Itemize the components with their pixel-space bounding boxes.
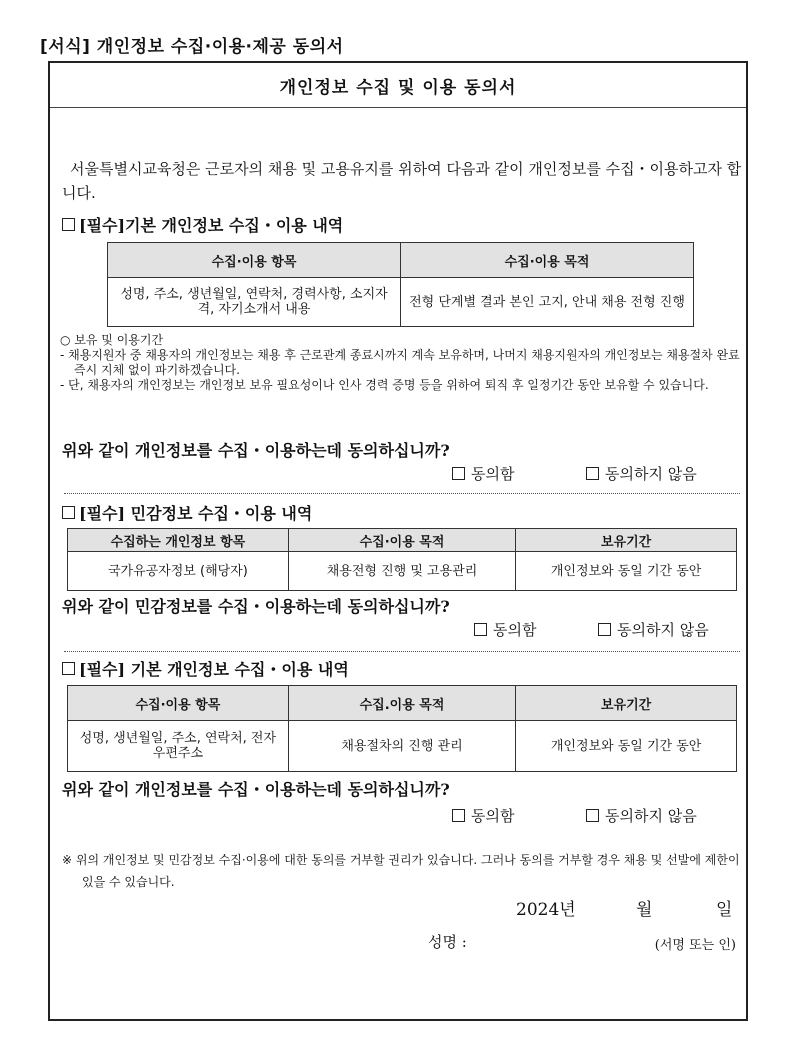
- section3-disagree-option[interactable]: [586, 805, 697, 826]
- refusal-notice: [62, 849, 742, 893]
- consent-form-frame: [48, 61, 748, 1021]
- section1-header-purpose: 수집·이용 목적: [401, 243, 694, 278]
- section1-items-cell: 성명, 주소, 생년월일, 연락처, 경력사항, 소지자격, 자기소개서 내용: [108, 278, 401, 327]
- section2-disagree-option[interactable]: [598, 619, 709, 640]
- retention-line: - 채용지원자 중 채용자의 개인정보는 채용 후 근로관계 종료시까지 계속 보유하며, 나머지 채용지원자의 개인정보는 채용절차 완료 즉시 지체 없이 파기하겠습니다.: [60, 348, 740, 377]
- agree-label: 동의함: [493, 621, 537, 639]
- agree-checkbox[interactable]: [474, 623, 487, 636]
- section1-agree-option[interactable]: [452, 463, 514, 484]
- section2-purpose-cell: 채용전형 진행 및 고용관리: [288, 552, 515, 591]
- section2-checkbox[interactable]: [62, 506, 75, 519]
- form-label: [서식] 개인정보 수집·이용·제공 동의서: [40, 37, 344, 57]
- disagree-checkbox[interactable]: [586, 467, 599, 480]
- section3-checkbox[interactable]: [62, 662, 75, 675]
- disagree-label: 동의하지 않음: [605, 465, 697, 483]
- section3-header-purpose: 수집.이용 목적: [288, 686, 515, 721]
- section3-purpose-cell: 채용절차의 진행 관리: [288, 721, 515, 772]
- intro-paragraph: 서울특별시교육청은 근로자의 채용 및 고용유지를 위하여 다음과 같이 개인정보를 수집・이용하고자 합니다.: [62, 160, 742, 202]
- agree-label: 동의함: [471, 465, 515, 483]
- section2-header-items: 수집하는 개인정보 항목: [68, 529, 289, 552]
- section3-heading: [필수] 기본 개인정보 수집・이용 내역: [79, 660, 349, 679]
- section2-items-cell: 국가유공자정보 (해당자): [68, 552, 289, 591]
- document-title: 개인정보 수집 및 이용 동의서: [50, 63, 746, 108]
- section3-header-period: 보유기간: [516, 686, 737, 721]
- section3-header-items: 수집·이용 항목: [68, 686, 289, 721]
- section1-question: 위와 같이 개인정보를 수집・이용하는데 동의하십니까?: [62, 441, 450, 460]
- date-day: 일: [716, 900, 733, 920]
- section1-header-items: 수집·이용 항목: [108, 243, 401, 278]
- section2-header-purpose: 수집·이용 목적: [288, 529, 515, 552]
- section2-question: 위와 같이 민감정보를 수집・이용하는데 동의하십니까?: [62, 597, 450, 616]
- dotted-divider: [64, 651, 740, 652]
- section2-agree-option[interactable]: [474, 619, 536, 640]
- refusal-notice-text: ※ 위의 개인정보 및 민감정보 수집·이용에 대한 동의를 거부할 권리가 있습니다. 그러나 동의를 거부할 경우 채용 및 선발에 제한이 있을 수 있습니다.: [62, 853, 740, 889]
- circle-bullet-icon: ○: [60, 333, 71, 347]
- disagree-checkbox[interactable]: [598, 623, 611, 636]
- date-month: 월: [636, 900, 653, 920]
- section1-disagree-option[interactable]: [586, 463, 697, 484]
- section3-table: [67, 685, 737, 772]
- section3-heading-row: [62, 657, 349, 680]
- agree-label: 동의함: [471, 807, 515, 825]
- retention-title-row: [60, 333, 740, 348]
- section3-items-cell: 성명, 생년월일, 주소, 연락처, 전자우편주소: [68, 721, 289, 772]
- section2-heading: [필수] 민감정보 수집・이용 내역: [79, 504, 313, 523]
- section3-period-cell: 개인정보와 동일 기간 동안: [516, 721, 737, 772]
- section1-table: [107, 242, 694, 327]
- section3-agree-option[interactable]: [452, 805, 514, 826]
- section1-checkbox[interactable]: [62, 218, 75, 231]
- retention-line: - 단, 채용자의 개인정보는 개인정보 보유 필요성이나 인사 경력 증명 등을 위하여 퇴직 후 일정기간 동안 보유할 수 있습니다.: [60, 378, 709, 392]
- section2-table: [67, 528, 737, 591]
- disagree-label: 동의하지 않음: [617, 621, 709, 639]
- disagree-checkbox[interactable]: [586, 809, 599, 822]
- agree-checkbox[interactable]: [452, 467, 465, 480]
- disagree-label: 동의하지 않음: [605, 807, 697, 825]
- section2-period-cell: 개인정보와 동일 기간 동안: [516, 552, 737, 591]
- section1-purpose-cell: 전형 단계별 결과 본인 고지, 안내 채용 전형 진행: [401, 278, 694, 327]
- section1-heading-row: [62, 213, 343, 236]
- agree-checkbox[interactable]: [452, 809, 465, 822]
- retention-title: 보유 및 이용기간: [74, 333, 164, 347]
- signature-hint: (서명 또는 인): [654, 938, 736, 953]
- date-row: [516, 895, 736, 920]
- dotted-divider: [64, 493, 740, 494]
- signature-label: 성명 :: [428, 933, 467, 951]
- section2-heading-row: [62, 501, 312, 524]
- retention-block: [60, 333, 740, 393]
- section3-question: 위와 같이 개인정보를 수집・이용하는데 동의하십니까?: [62, 780, 450, 799]
- date-year: 2024년: [516, 900, 576, 920]
- section2-header-period: 보유기간: [516, 529, 737, 552]
- section1-heading: [필수]기본 개인정보 수집・이용 내역: [79, 216, 344, 235]
